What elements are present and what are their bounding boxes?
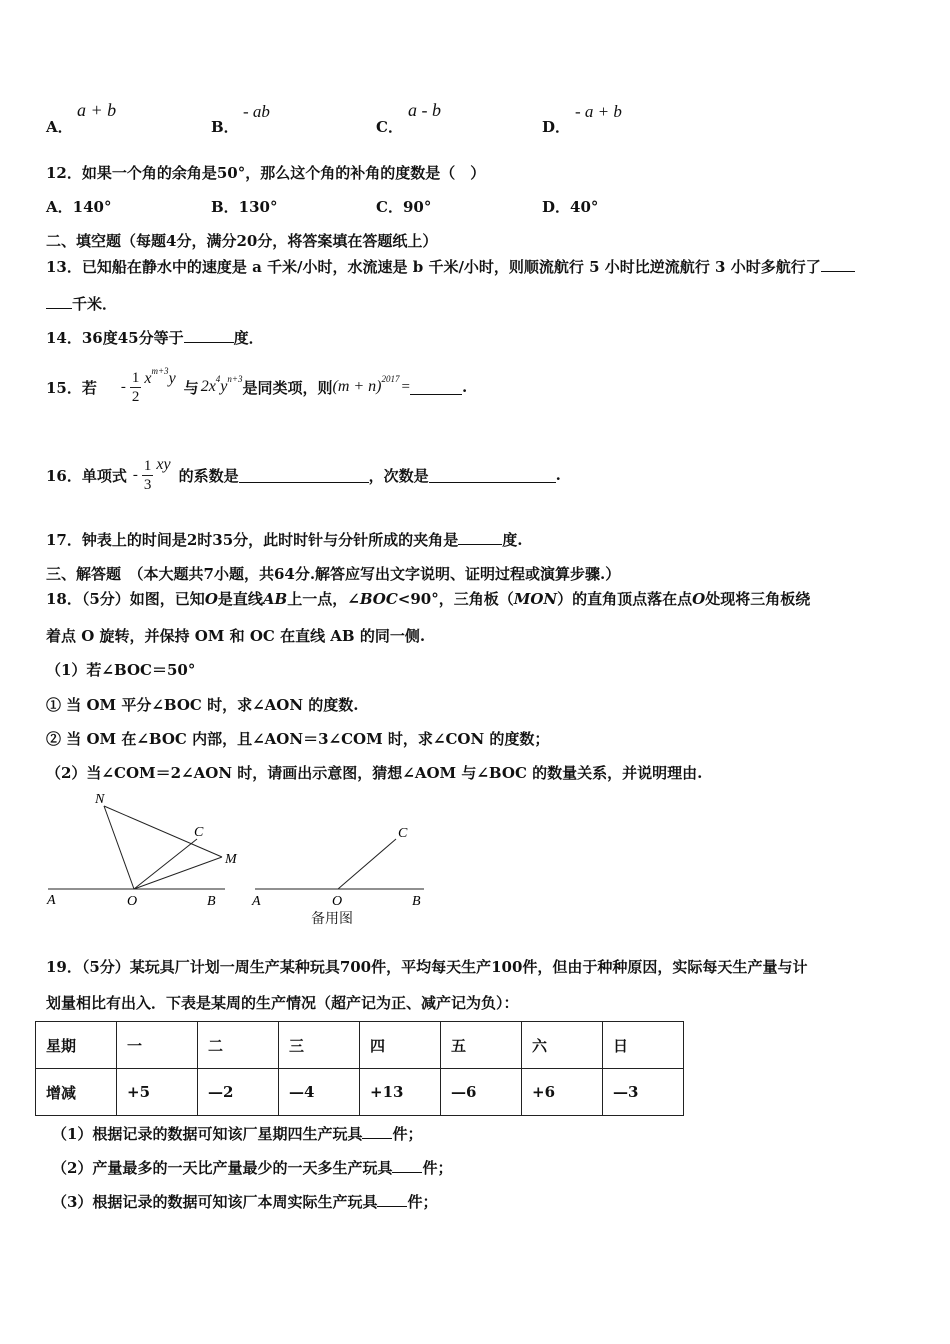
q11-option-d-expr: - a + b (575, 102, 622, 121)
frac-num: 1 (143, 457, 152, 474)
base: (m + n) (332, 378, 382, 395)
text: 件； (422, 1159, 453, 1177)
fraction (142, 457, 154, 494)
exp: m+3 (151, 366, 169, 376)
q16 (46, 445, 561, 505)
monomial-1 (144, 366, 176, 388)
line-name: AB (262, 590, 288, 608)
table-row (36, 1069, 684, 1116)
table-cell: +13 (360, 1069, 441, 1116)
text: 处现将三角板绕 (705, 590, 811, 608)
segment-om (134, 857, 222, 889)
table-cell: —3 (603, 1069, 684, 1116)
exp: n+3 (227, 374, 243, 384)
q13-unit: 千米． (72, 295, 118, 313)
text: <90°，三角板（ (397, 590, 514, 608)
table-cell: —2 (198, 1069, 279, 1116)
table-cell: 六 (522, 1022, 603, 1069)
q13-line2 (46, 293, 117, 314)
frac-num: 1 (131, 369, 140, 386)
q12-option-a: A．140° (46, 198, 112, 216)
table-row (36, 1022, 684, 1069)
table-cell: 星期 (36, 1022, 117, 1069)
q14-unit: 度． (233, 329, 264, 347)
label-m: M (225, 852, 237, 867)
section3-title: 三、解答题 （本大题共7小题，共64分.解答应写出文字说明、证明过程或演算步骤.） (46, 565, 621, 583)
q19-line2: 划量相比有出入．下表是某周的生产情况（超产记为正、减产记为负）： (46, 994, 519, 1012)
q19-sub2 (52, 1157, 452, 1178)
label-c: C (194, 825, 204, 840)
q18-part1: （1）若∠BOC＝50° (46, 661, 196, 679)
q19-sub1 (52, 1123, 422, 1144)
table-cell: 三 (279, 1022, 360, 1069)
answer-blank[interactable] (362, 1124, 392, 1139)
text: 件； (407, 1193, 438, 1211)
ray-oc (338, 839, 396, 889)
q11-option-c (376, 116, 403, 137)
q15-text-2: 是同类项，则 (242, 378, 333, 397)
var: y (220, 378, 228, 395)
exp: 4 (215, 374, 221, 384)
power-expr (332, 374, 400, 396)
q17-text: 17．钟表上的时间是2时35分，此时时针与分针所成的夹角是 (46, 531, 459, 549)
triangle-name: MON (513, 590, 558, 608)
text: （3）根据记录的数据可知该厂本周实际生产玩具 (52, 1193, 378, 1211)
label-n: N (95, 792, 105, 807)
label-a: A (252, 894, 261, 909)
monomial-2 (200, 374, 243, 396)
answer-blank[interactable] (184, 328, 234, 343)
answer-blank[interactable] (410, 380, 462, 395)
q12-option-d: D．40° (542, 198, 599, 216)
q14 (46, 327, 264, 348)
var: y (168, 370, 176, 387)
table-cell: +6 (522, 1069, 603, 1116)
label-c: C (398, 826, 408, 841)
text: 上一点，∠ (287, 590, 360, 608)
q11-option-b-expr: - ab (243, 102, 270, 121)
point: O (204, 590, 218, 608)
option-letter: D． (542, 118, 571, 136)
minus-sign: - (120, 378, 126, 395)
table-cell: +5 (117, 1069, 198, 1116)
table-cell: 增减 (36, 1069, 117, 1116)
q17-unit: 度. (502, 531, 523, 549)
equals-sign: = (401, 378, 410, 395)
point: O (692, 590, 706, 608)
q11-option-a (46, 116, 73, 137)
q18-line1 (46, 588, 810, 609)
answer-blank[interactable] (429, 468, 556, 483)
text: ）的直角顶点落在点 (557, 590, 693, 608)
q15: 15．若 - $\frac{1}{2}$ $x^{m+3}y$ 与 $2x^4y^{n+3}$ 是同类项，则 $(m + n)^{2017}$ = . (46, 366, 468, 405)
monomial: xy (156, 456, 171, 473)
segment-nm (104, 806, 222, 857)
frac-den: 2 (131, 388, 140, 405)
q13-line1 (46, 256, 855, 277)
q11-option-d (542, 116, 570, 137)
q15-text: 15．若 (46, 378, 97, 397)
q18-figure (40, 785, 440, 935)
option-letter: B． (211, 118, 239, 136)
label-b: B (412, 894, 421, 909)
q18-part1-b: ② 当 OM 在∠BOC 内部，且∠AON＝3∠COM 时，求∠CON 的度数； (46, 730, 550, 748)
label-a: A (47, 893, 56, 908)
answer-blank[interactable] (46, 294, 72, 309)
q16-text: 16．单项式 (46, 466, 127, 485)
figure-2 (251, 826, 424, 909)
q18-part2: （2）当∠COM＝2∠AON 时，请画出示意图，猜想∠AOM 与∠BOC 的数量关系，并说明理由. (46, 764, 703, 782)
answer-blank[interactable] (821, 257, 855, 272)
angle-name: BOC (359, 590, 398, 608)
label-o: O (127, 894, 138, 909)
q12-stem: 12．如果一个角的余角是50°，那么这个角的补角的度数是（ ） (46, 164, 486, 182)
label-b: B (207, 894, 216, 909)
minus-sign: - (132, 466, 138, 483)
section2-title: 二、填空题（每题4分，满分20分，将答案填在答题纸上） (46, 232, 438, 250)
text: 件； (392, 1125, 423, 1143)
q12-option-c: C．90° (376, 198, 432, 216)
q11-option-a-expr: a + b (77, 100, 117, 120)
ray-oc (134, 839, 197, 889)
text: 是直线 (217, 590, 263, 608)
q14-text: 14．36度45分等于 (46, 329, 184, 347)
q15-with: 与 (183, 378, 199, 397)
q12-option-b: B．130° (211, 198, 278, 216)
q13-text: 13．已知船在静水中的速度是 a 千米/小时，水流速是 b 千米/小时，则顺流航行 5 小时比逆流航行 3 小时多航行了 (46, 258, 821, 276)
term: 2x (200, 378, 216, 395)
answer-blank[interactable] (458, 530, 502, 545)
answer-blank[interactable] (392, 1158, 422, 1173)
q11-option-c-expr: a - b (408, 100, 441, 120)
table-cell: 五 (441, 1022, 522, 1069)
var: x (144, 370, 152, 387)
table-cell: 四 (360, 1022, 441, 1069)
q18-part1-a: ① 当 OM 平分∠BOC 时，求∠AON 的度数. (46, 696, 359, 714)
q16-degree-text: ，次数是 (368, 466, 429, 485)
period: . (555, 466, 561, 484)
label-o: O (332, 894, 343, 909)
table-cell: 一 (117, 1022, 198, 1069)
text: （1）根据记录的数据可知该厂星期四生产玩具 (52, 1125, 363, 1143)
frac-den: 3 (143, 476, 152, 493)
q19-line1: 19．（5分）某玩具厂计划一周生产某种玩具700件，平均每天生产100件，但由于种种原因，实际每天生产量与计 (46, 958, 808, 976)
answer-blank[interactable] (377, 1192, 407, 1207)
table-cell: —6 (441, 1069, 522, 1116)
segment-on (104, 806, 134, 889)
figure-1 (46, 792, 238, 909)
q16-coef-text: 的系数是 (178, 466, 239, 485)
q19-sub3 (52, 1191, 437, 1212)
option-letter: C． (376, 118, 403, 136)
exp: 2017 (381, 374, 400, 384)
q11-option-b (211, 116, 239, 137)
text: 18．（5分）如图，已知 (46, 590, 205, 608)
answer-blank[interactable] (239, 468, 369, 483)
figure-caption: 备用图 (311, 911, 353, 927)
option-letter: A． (46, 118, 73, 136)
table-cell: 日 (603, 1022, 684, 1069)
table-cell: —4 (279, 1069, 360, 1116)
q17 (46, 529, 522, 550)
fraction (130, 369, 142, 406)
text: （2）产量最多的一天比产量最少的一天多生产玩具 (52, 1159, 393, 1177)
q18-line2: 着点 O 旋转，并保持 OM 和 OC 在直线 AB 的同一侧. (46, 627, 426, 645)
table-cell: 二 (198, 1022, 279, 1069)
production-table (35, 1021, 684, 1116)
